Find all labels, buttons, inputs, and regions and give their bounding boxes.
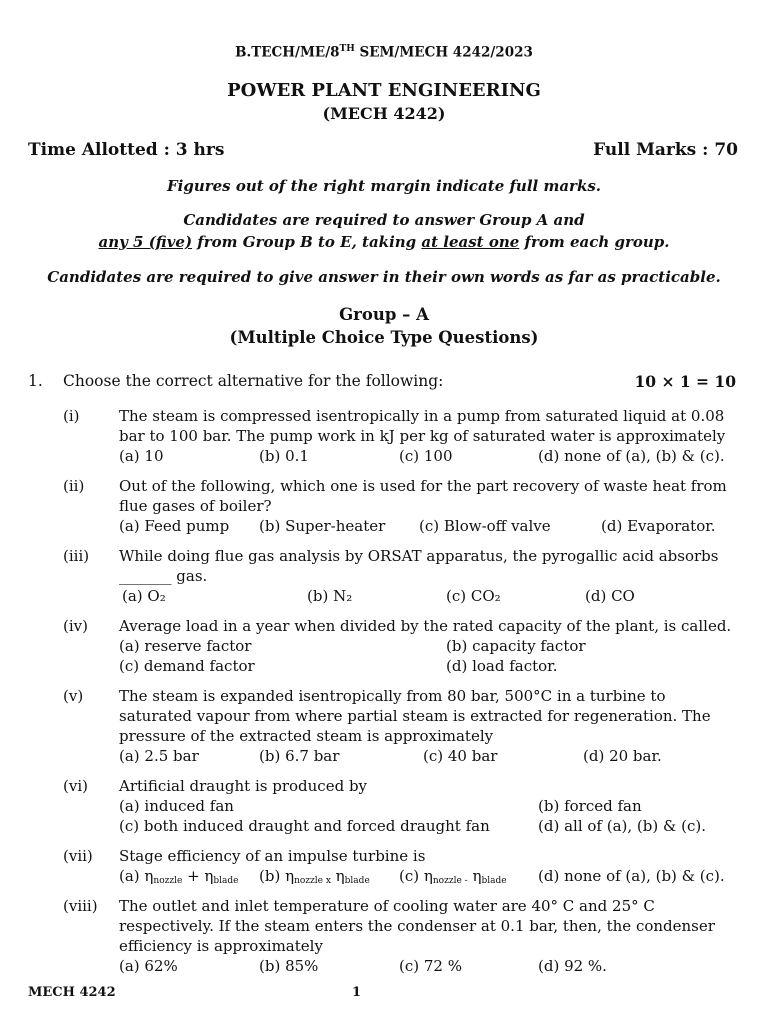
option-a: (a) induced fan xyxy=(119,797,234,815)
option-a: (a) Feed pump xyxy=(119,517,230,535)
option-d: (d) none of (a), (b) & (c). xyxy=(538,867,725,885)
option-d: (d) 92 %. xyxy=(538,957,607,975)
option-a: (a) reserve factor xyxy=(119,637,252,655)
option-d: (d) all of (a), (b) & (c). xyxy=(538,817,706,835)
option-c: (c) $\eta_{nozzle -}$ $\eta_{blade}$ xyxy=(399,867,507,886)
instruction-any-five: any 5 (five) xyxy=(98,233,193,251)
question-line: Artificial draught is produced by xyxy=(119,777,368,795)
question-line: Out of the following, which one is used for the part recovery of waste heat from xyxy=(119,477,727,495)
option-b: (b) 6.7 bar xyxy=(259,747,340,765)
subquestion-label: (iii) xyxy=(63,547,90,565)
question-line: The steam is expanded isentropically from 80 bar, 500°C in a turbine to xyxy=(119,687,666,705)
option-b: (b) capacity factor xyxy=(446,637,586,655)
question-line: The steam is compressed isentropically in a pump from saturated liquid at 0.08 xyxy=(119,407,725,425)
paper-title: POWER PLANT ENGINEERING xyxy=(227,80,541,101)
option-b: (b) $\eta_{nozzle x}$ $\eta_{blade}$ xyxy=(259,867,370,886)
group-title: Group – A xyxy=(339,305,429,324)
option-d: (d) Evaporator. xyxy=(601,517,716,535)
question-line: flue gases of boiler? xyxy=(119,497,272,515)
option-c: (c) CO₂ xyxy=(446,587,501,605)
subquestion-label: (viii) xyxy=(63,897,98,915)
page-number: 1 xyxy=(352,985,362,1000)
option-d: (d) 20 bar. xyxy=(583,747,662,765)
exam-code-line: B.TECH/ME/8TH SEM/MECH 4242/2023 xyxy=(235,44,533,61)
option-a: (a) $\eta_{nozzle} + \eta_{blade}$ xyxy=(119,867,239,886)
question-line: pressure of the extracted steam is approximately xyxy=(119,727,494,745)
question-line: _______ gas. xyxy=(119,567,208,585)
option-c: (c) 72 % xyxy=(399,957,462,975)
subquestion-label: (i) xyxy=(63,407,80,425)
full-marks: Full Marks : 70 xyxy=(593,140,738,160)
question-line: The outlet and inlet temperature of cooling water are 40° C and 25° C xyxy=(119,897,655,915)
question-line: respectively. If the steam enters the condenser at 0.1 bar, then, the condenser xyxy=(119,917,715,935)
instruction-own-words: Candidates are required to give answer in their own words as far as practicable. xyxy=(47,268,721,286)
option-c: (c) both induced draught and forced draught fan xyxy=(119,817,490,835)
question-number: 1. xyxy=(28,372,43,390)
option-b: (b) 0.1 xyxy=(259,447,309,465)
instruction-at-least-one: at least one xyxy=(421,233,520,251)
subquestion-label: (vii) xyxy=(63,847,93,865)
footer-course-code: MECH 4242 xyxy=(28,985,116,1000)
option-b: (b) Super-heater xyxy=(259,517,386,535)
instruction-margin: Figures out of the right margin indicate full marks. xyxy=(166,177,602,195)
option-b: (b) forced fan xyxy=(538,797,642,815)
option-a: (a) 62% xyxy=(119,957,178,975)
question-line: Stage efficiency of an impulse turbine is xyxy=(119,847,426,865)
subquestion-label: (ii) xyxy=(63,477,85,495)
group-type: (Multiple Choice Type Questions) xyxy=(229,328,539,347)
question-line: efficiency is approximately xyxy=(119,937,323,955)
subquestion-label: (iv) xyxy=(63,617,88,635)
instruction-group-choice: any 5 (five) from Group B to E, taking at least one from each group. xyxy=(98,233,670,251)
question-text: Choose the correct alternative for the following: xyxy=(63,372,444,390)
subquestion-label: (vi) xyxy=(63,777,88,795)
option-c: (c) demand factor xyxy=(119,657,255,675)
subject-code: (MECH 4242) xyxy=(322,104,446,123)
subquestion-label: (v) xyxy=(63,687,84,705)
question-marks: 10 × 1 = 10 xyxy=(634,372,736,391)
question-line: bar to 100 bar. The pump work in kJ per kg of saturated water is approximately xyxy=(119,427,726,445)
option-a: (a) 10 xyxy=(119,447,164,465)
question-line: Average load in a year when divided by the rated capacity of the plant, is called. xyxy=(119,617,732,635)
option-a: (a) O₂ xyxy=(122,587,166,605)
option-b: (b) 85% xyxy=(259,957,319,975)
option-a: (a) 2.5 bar xyxy=(119,747,199,765)
question-line: While doing flue gas analysis by ORSAT apparatus, the pyrogallic acid absorbs xyxy=(119,547,719,565)
time-allotted: Time Allotted : 3 hrs xyxy=(28,140,225,160)
option-d: (d) CO xyxy=(585,587,635,605)
option-c: (c) Blow-off valve xyxy=(419,517,551,535)
instruction-group-a: Candidates are required to answer Group A and xyxy=(183,211,585,229)
option-c: (c) 40 bar xyxy=(423,747,498,765)
option-row xyxy=(119,866,740,886)
question-line: saturated vapour from where partial steam is extracted for regeneration. The xyxy=(119,707,711,725)
option-c: (c) 100 xyxy=(399,447,453,465)
option-d: (d) load factor. xyxy=(446,657,558,675)
option-b: (b) N₂ xyxy=(307,587,353,605)
option-d: (d) none of (a), (b) & (c). xyxy=(538,447,725,465)
